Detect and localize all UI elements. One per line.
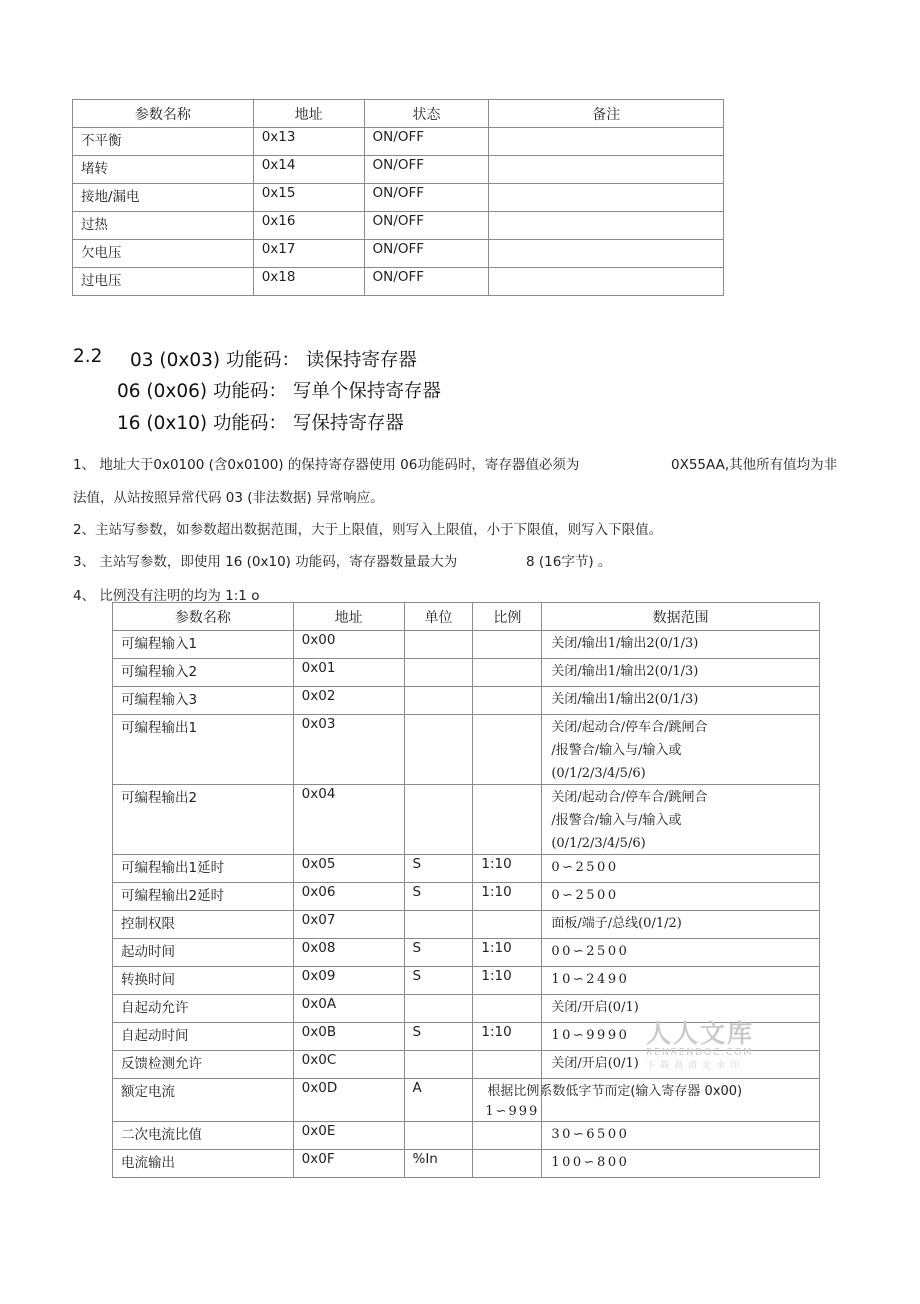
remark-cell-text: [489, 268, 723, 269]
data-range-cell: [542, 1122, 820, 1150]
status-cell-text: ON/OFF: [372, 129, 424, 145]
data-range-line: 30∽6500: [551, 1127, 630, 1142]
data-range-line: 0∽2500: [551, 888, 619, 903]
address-cell-text: 0x0B: [301, 1024, 337, 1040]
table-row: [113, 1150, 820, 1178]
param-name-cell: [113, 939, 294, 967]
param-name-cell-text: 接地/漏电: [81, 189, 140, 205]
section-heading-2: 06 (0x06) 功能码： 写单个保持寄存器: [117, 381, 441, 402]
data-range-line: 关闭/输出1/输出2(0/1/3): [551, 664, 699, 679]
address-cell-text: 0x06: [301, 884, 336, 900]
address-cell-text: 0x08: [301, 940, 336, 956]
unit-cell: [404, 911, 473, 939]
status-cell: [364, 240, 489, 268]
param-name-cell-text: 可编程输入1: [121, 636, 198, 652]
ratio-cell-text: 1:10: [481, 968, 512, 984]
data-range-cell: [542, 631, 820, 659]
address-cell-text: 0x09: [301, 968, 336, 984]
unit-cell: [404, 1150, 473, 1178]
paragraph-1b: 0X55AA,其他所有值均为非: [671, 457, 838, 473]
remark-cell: [489, 212, 724, 240]
ratio-cell-text: [473, 1150, 541, 1151]
paragraph-3a: 3、 主站写参数，即使用 16 (0x10) 功能码，寄存器数量最大为: [73, 554, 458, 570]
ratio-cell-text: [473, 1051, 541, 1052]
data-range-cell: [542, 687, 820, 715]
data-range-cell: [542, 1150, 820, 1178]
data-range-line: 100∽800: [551, 1155, 630, 1170]
col-address: 地址: [293, 603, 404, 631]
address-cell: [293, 1051, 404, 1079]
data-range-line: 1∽999: [485, 1104, 540, 1119]
address-cell-text: 0x17: [261, 241, 296, 257]
data-range-line: 0∽2500: [551, 860, 619, 875]
param-name-cell: [73, 240, 254, 268]
unit-cell-text: [405, 1051, 473, 1052]
ratio-cell-text: 1:10: [481, 1024, 512, 1040]
unit-cell-text: [405, 785, 473, 786]
address-cell: [293, 1122, 404, 1150]
table-row: [113, 659, 820, 687]
address-cell: [293, 939, 404, 967]
address-cell: [293, 855, 404, 883]
param-name-cell-text: 可编程输入3: [121, 692, 198, 708]
unit-cell: [404, 1122, 473, 1150]
col-data-range: 数据范围: [542, 603, 820, 631]
unit-cell: [404, 785, 473, 855]
ratio-cell: [473, 995, 542, 1023]
param-name-cell-text: 自起动允许: [121, 1000, 189, 1016]
unit-cell: [404, 883, 473, 911]
paragraph-1c: 法值，从站按照异常代码 03 (非法数据) 异常响应。: [73, 490, 384, 506]
param-name-cell: [113, 1051, 294, 1079]
ratio-cell-text: [473, 659, 541, 660]
remark-cell: [489, 240, 724, 268]
address-cell-text: 0x14: [261, 157, 296, 173]
address-cell: [293, 967, 404, 995]
table-row: [113, 631, 820, 659]
ratio-cell-text: 1:10: [481, 856, 512, 872]
unit-cell: [404, 1051, 473, 1079]
ratio-cell: [473, 883, 542, 911]
ratio-cell: [473, 855, 542, 883]
unit-cell: [404, 1079, 473, 1122]
unit-cell-text: [405, 687, 473, 688]
unit-cell-text: [405, 911, 473, 912]
unit-cell-text: A: [412, 1080, 422, 1096]
data-range-cell: [542, 883, 820, 911]
unit-cell: [404, 687, 473, 715]
data-range-cell: [542, 785, 820, 855]
remark-cell-text: [489, 156, 723, 157]
ratio-cell-text: [473, 715, 541, 716]
table-row: [73, 268, 724, 296]
param-name-cell-text: 可编程输入2: [121, 664, 198, 680]
ratio-cell: [473, 1150, 542, 1178]
address-cell-text: 0x07: [301, 912, 336, 928]
table-row: [113, 883, 820, 911]
param-name-cell: [73, 184, 254, 212]
unit-cell-text: S: [412, 856, 422, 872]
data-range-line: 10∽2490: [551, 972, 630, 987]
address-cell: [253, 212, 364, 240]
param-name-cell: [113, 855, 294, 883]
address-cell-text: 0x02: [301, 688, 336, 704]
address-cell-text: 0x0F: [301, 1151, 335, 1167]
col-address: 地址: [253, 100, 364, 128]
data-range-cell: [485, 1079, 820, 1122]
ratio-cell-text: 1:10: [481, 940, 512, 956]
status-cell-text: ON/OFF: [372, 185, 424, 201]
address-cell: [253, 240, 364, 268]
unit-cell-text: %In: [412, 1151, 438, 1167]
address-cell: [253, 268, 364, 296]
data-range-line: 关闭/开启(0/1): [551, 1000, 639, 1015]
param-name-cell: [73, 128, 254, 156]
table-row: [113, 785, 820, 855]
param-name-cell: [113, 1122, 294, 1150]
param-name-cell: [73, 268, 254, 296]
table-row: [73, 212, 724, 240]
unit-cell: [404, 659, 473, 687]
remark-cell: [489, 184, 724, 212]
remark-cell-text: [489, 212, 723, 213]
paragraph-1a: 1、 地址大于0x0100 (含0x0100) 的保持寄存器使用 06功能码时，寄存器值必须为: [73, 457, 580, 473]
table-row: [73, 156, 724, 184]
data-range-line: 10∽9990: [551, 1028, 630, 1043]
unit-cell: [404, 967, 473, 995]
status-table: [72, 99, 724, 296]
ratio-cell-text: [473, 785, 541, 786]
address-cell: [293, 1150, 404, 1178]
data-range-line: 关闭/开启(0/1): [551, 1056, 639, 1071]
param-name-cell-text: 自起动时间: [121, 1028, 189, 1044]
address-cell-text: 0x03: [301, 716, 336, 732]
unit-cell: [404, 995, 473, 1023]
param-name-cell: [113, 715, 294, 785]
address-cell-text: 0x05: [301, 856, 336, 872]
param-name-cell-text: 控制权限: [121, 916, 175, 932]
table-row: [113, 911, 820, 939]
data-range-line: 00∽2500: [551, 944, 630, 959]
address-cell: [293, 1023, 404, 1051]
register-table: [112, 602, 820, 1178]
address-cell-text: 0x0C: [301, 1052, 337, 1068]
address-cell-text: 0x0A: [301, 996, 337, 1012]
param-name-cell-text: 反馈检测允许: [121, 1056, 202, 1072]
watermark-slogan: 下载高清无水印: [646, 1061, 745, 1071]
address-cell-text: 0x0E: [301, 1123, 336, 1139]
param-name-cell-text: 不平衡: [81, 133, 122, 149]
unit-cell-text: [405, 659, 473, 660]
address-cell-text: 0x0D: [301, 1080, 338, 1096]
param-name-cell: [113, 995, 294, 1023]
table-row: [113, 967, 820, 995]
unit-cell-text: [405, 631, 473, 632]
table-row: [113, 939, 820, 967]
address-cell: [293, 785, 404, 855]
param-name-cell: [113, 1150, 294, 1178]
unit-cell-text: [405, 995, 473, 996]
table-row: [113, 715, 820, 785]
param-name-cell: [113, 967, 294, 995]
unit-cell-text: S: [412, 968, 422, 984]
address-cell-text: 0x15: [261, 185, 296, 201]
unit-cell-text: S: [412, 1024, 422, 1040]
data-range-line: 关闭/起动合/停车合/跳闸合: [551, 720, 708, 735]
param-name-cell: [113, 1023, 294, 1051]
data-range-line: 关闭/输出1/输出2(0/1/3): [551, 636, 699, 651]
watermark-brand: 人人文库: [646, 1019, 755, 1048]
watermark: [646, 1014, 754, 1071]
table-row: [113, 1122, 820, 1150]
param-name-cell: [113, 883, 294, 911]
ratio-cell-text: [473, 911, 541, 912]
param-name-cell-text: 额定电流: [121, 1084, 175, 1100]
address-cell-text: 0x18: [261, 269, 296, 285]
ratio-cell-text: [473, 687, 541, 688]
data-range-cell: [542, 967, 820, 995]
status-cell: [364, 156, 489, 184]
data-range-cell: [542, 855, 820, 883]
unit-cell: [404, 715, 473, 785]
address-cell-text: 0x13: [261, 129, 296, 145]
param-name-cell-text: 过电压: [81, 273, 122, 289]
param-name-cell-text: 可编程输出1延时: [121, 860, 225, 876]
table-row: [73, 240, 724, 268]
ratio-cell: [473, 1023, 542, 1051]
data-range-line: /报警合/输入与/输入或: [551, 743, 682, 758]
param-name-cell: [113, 911, 294, 939]
address-cell: [293, 995, 404, 1023]
table-row: [113, 687, 820, 715]
col-remark: 备注: [489, 100, 724, 128]
ratio-cell: [473, 939, 542, 967]
col-unit: 单位: [404, 603, 473, 631]
data-range-line: (0/1/2/3/4/5/6): [551, 766, 646, 781]
address-cell: [253, 128, 364, 156]
param-name-cell-text: 欠电压: [81, 245, 122, 261]
col-param-name: 参数名称: [113, 603, 294, 631]
col-param-name: 参数名称: [73, 100, 254, 128]
unit-cell: [404, 939, 473, 967]
address-cell: [253, 184, 364, 212]
remark-cell-text: [489, 128, 723, 129]
watermark-domain: RENRENDOC.COM: [646, 1047, 753, 1058]
ratio-cell: [473, 1051, 542, 1079]
address-cell: [293, 687, 404, 715]
status-cell-text: ON/OFF: [372, 269, 424, 285]
status-cell: [364, 212, 489, 240]
param-name-cell-text: 可编程输出2: [121, 790, 198, 806]
data-range-cell: [542, 659, 820, 687]
section-heading-1: 03 (0x03) 功能码： 读保持寄存器: [130, 350, 417, 371]
status-table-header: [73, 100, 724, 128]
unit-cell: [404, 1023, 473, 1051]
paragraph-2: 2、主站写参数，如参数超出数据范围，大于上限值，则写入上限值，小于下限值，则写入下限值。: [73, 522, 663, 538]
address-cell: [293, 631, 404, 659]
ratio-cell-text: [473, 631, 541, 632]
ratio-cell-text: 1:10: [481, 884, 512, 900]
status-cell-text: ON/OFF: [372, 241, 424, 257]
data-range-cell: [542, 715, 820, 785]
param-name-cell: [113, 1079, 294, 1122]
address-cell: [293, 911, 404, 939]
paragraph-4: 4、 比例没有注明的均为 1:1 o: [73, 588, 260, 604]
param-name-cell-text: 电流输出: [121, 1155, 175, 1171]
param-name-cell-text: 二次电流比值: [121, 1127, 202, 1143]
ratio-cell-text: [473, 1122, 541, 1123]
param-name-cell: [73, 156, 254, 184]
unit-cell-text: [405, 1122, 473, 1123]
param-name-cell-text: 可编程输出1: [121, 720, 198, 736]
section-heading-3: 16 (0x10) 功能码： 写保持寄存器: [117, 413, 404, 434]
address-cell-text: 0x01: [301, 660, 336, 676]
remark-cell: [489, 128, 724, 156]
address-cell: [293, 1079, 404, 1122]
param-name-cell: [113, 631, 294, 659]
table-row: [73, 128, 724, 156]
address-cell-text: 0x16: [261, 213, 296, 229]
param-name-cell: [113, 687, 294, 715]
status-cell: [364, 184, 489, 212]
status-cell: [364, 128, 489, 156]
unit-cell: [404, 631, 473, 659]
paragraph-3b: 8 (16字节) 。: [526, 554, 612, 570]
status-cell-text: ON/OFF: [372, 213, 424, 229]
data-range-cell: [542, 939, 820, 967]
ratio-cell: [473, 785, 542, 855]
remark-cell: [489, 156, 724, 184]
address-cell: [293, 715, 404, 785]
ratio-cell: [473, 967, 542, 995]
address-cell: [253, 156, 364, 184]
address-cell: [293, 659, 404, 687]
data-range-cell: [542, 911, 820, 939]
ratio-cell: [473, 911, 542, 939]
remark-cell-text: [489, 184, 723, 185]
table-row: [73, 184, 724, 212]
param-name-cell-text: 转换时间: [121, 972, 175, 988]
address-cell: [293, 883, 404, 911]
data-range-line: 关闭/起动合/停车合/跳闸合: [551, 790, 708, 805]
unit-cell-text: [405, 715, 473, 716]
table-row: [113, 855, 820, 883]
param-name-cell: [113, 659, 294, 687]
status-cell: [364, 268, 489, 296]
data-range-line: 根据比例系数低字节而定(输入寄存器 0x00): [487, 1084, 743, 1099]
unit-cell-text: S: [412, 940, 422, 956]
table-row: [113, 1079, 820, 1122]
param-name-cell-text: 堵转: [81, 161, 108, 177]
col-ratio: 比例: [473, 603, 542, 631]
data-range-line: /报警合/输入与/输入或: [551, 813, 682, 828]
status-cell-text: ON/OFF: [372, 157, 424, 173]
address-cell-text: 0x00: [301, 632, 336, 648]
data-range-line: 关闭/输出1/输出2(0/1/3): [551, 692, 699, 707]
register-table-header: [113, 603, 820, 631]
unit-cell-text: S: [412, 884, 422, 900]
address-cell-text: 0x04: [301, 786, 336, 802]
ratio-cell: [473, 1122, 542, 1150]
ratio-cell: [473, 687, 542, 715]
ratio-cell: [473, 659, 542, 687]
param-name-cell-text: 起动时间: [121, 944, 175, 960]
ratio-cell-text: [473, 995, 541, 996]
section-number: 2.2: [73, 346, 103, 367]
col-status: 状态: [364, 100, 489, 128]
remark-cell-text: [489, 240, 723, 241]
data-range-line: 面板/端子/总线(0/1/2): [551, 916, 682, 931]
param-name-cell-text: 过热: [81, 217, 108, 233]
unit-cell: [404, 855, 473, 883]
remark-cell: [489, 268, 724, 296]
ratio-cell: [473, 631, 542, 659]
param-name-cell: [113, 785, 294, 855]
param-name-cell: [73, 212, 254, 240]
ratio-cell: [473, 715, 542, 785]
data-range-line: (0/1/2/3/4/5/6): [551, 836, 646, 851]
param-name-cell-text: 可编程输出2延时: [121, 888, 225, 904]
